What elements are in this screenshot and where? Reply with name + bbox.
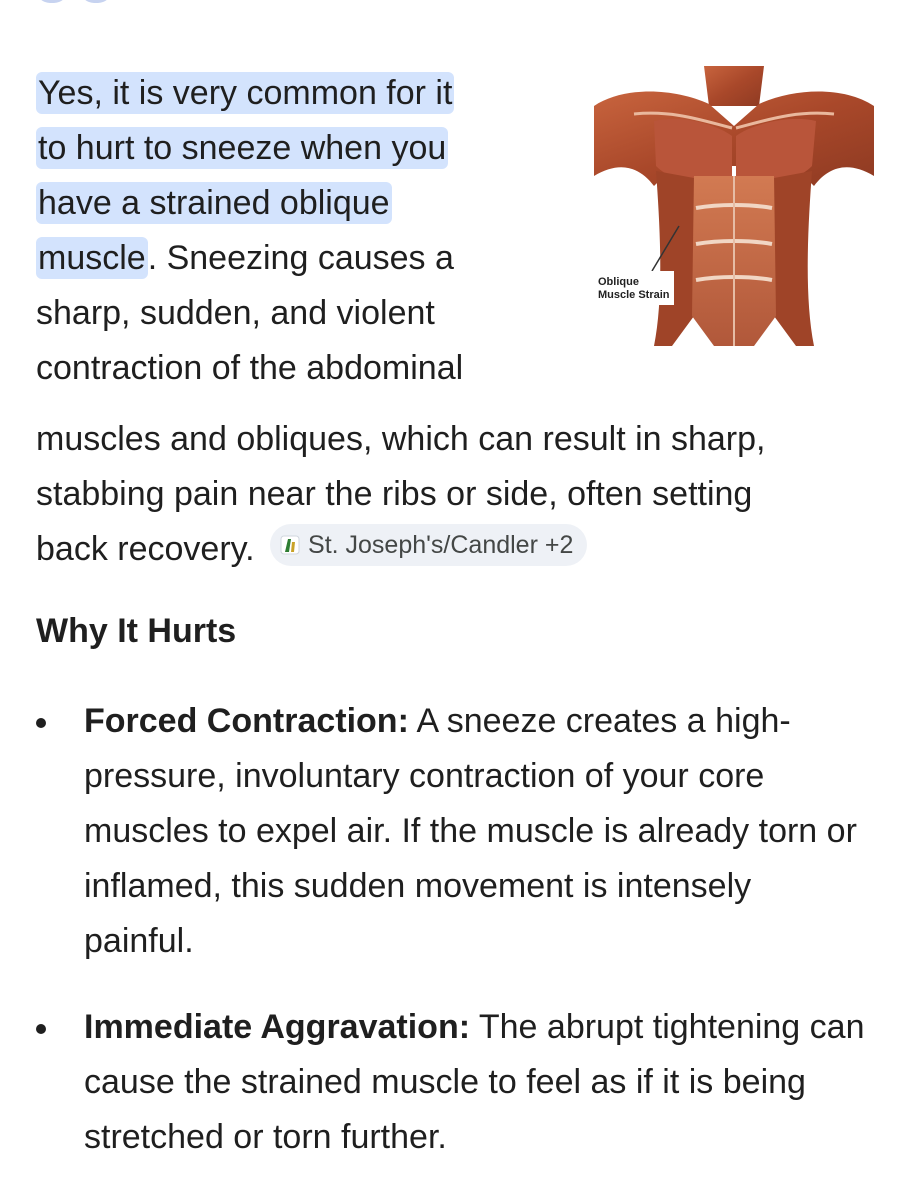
source-chip-label: St. Joseph's/Candler +2 <box>308 531 574 559</box>
answer-continuation: . Sneezing causes a <box>147 239 454 277</box>
list-item-term: Immediate Aggravation: <box>84 1008 471 1046</box>
source-chip[interactable] <box>270 524 587 566</box>
callout-label-line2: Muscle Strain <box>598 289 670 301</box>
bullet-dot-icon <box>36 718 46 728</box>
list-item-text: The abrupt tightening can cause the strained muscle to feel as if it is being stretched or torn further. <box>84 1008 865 1156</box>
answer-full-width-text <box>36 412 866 577</box>
answer-highlight-line: to hurt to sneeze when you <box>38 129 447 167</box>
answer-highlight-line: have a strained oblique <box>38 184 390 222</box>
bullet-dot-icon <box>36 1024 46 1034</box>
answer-highlight-line: Yes, it is very common for it <box>38 74 453 112</box>
list-item <box>36 694 866 969</box>
answer-line: muscles and obliques, which can result in sharp, <box>36 420 766 458</box>
list-item-text: A sneeze creates a high-pressure, involuntary contraction of your core muscles to expel air. If the muscle is already torn or inflamed, this sudden movement is intensely painful. <box>84 702 857 960</box>
reasons-list <box>36 694 866 1196</box>
answer-highlight-line: muscle <box>38 239 146 277</box>
answer-line: sharp, sudden, and violent <box>36 294 435 332</box>
section-heading: Why It Hurts <box>36 612 237 650</box>
top-controls-stub <box>36 0 136 4</box>
answer-line: back recovery. <box>36 530 255 568</box>
answer-line: stabbing pain near the ribs or side, often setting <box>36 475 753 513</box>
oblique-strain-illustration[interactable] <box>594 66 874 346</box>
answer-line: contraction of the abdominal <box>36 349 464 387</box>
list-item <box>36 1000 866 1165</box>
answer-lead-text <box>36 66 556 396</box>
list-item-term: Forced Contraction: <box>84 702 409 740</box>
source-favicon-icon <box>280 534 300 556</box>
callout-label-line1: Oblique <box>598 276 639 288</box>
torso-anatomy-image <box>594 66 874 346</box>
